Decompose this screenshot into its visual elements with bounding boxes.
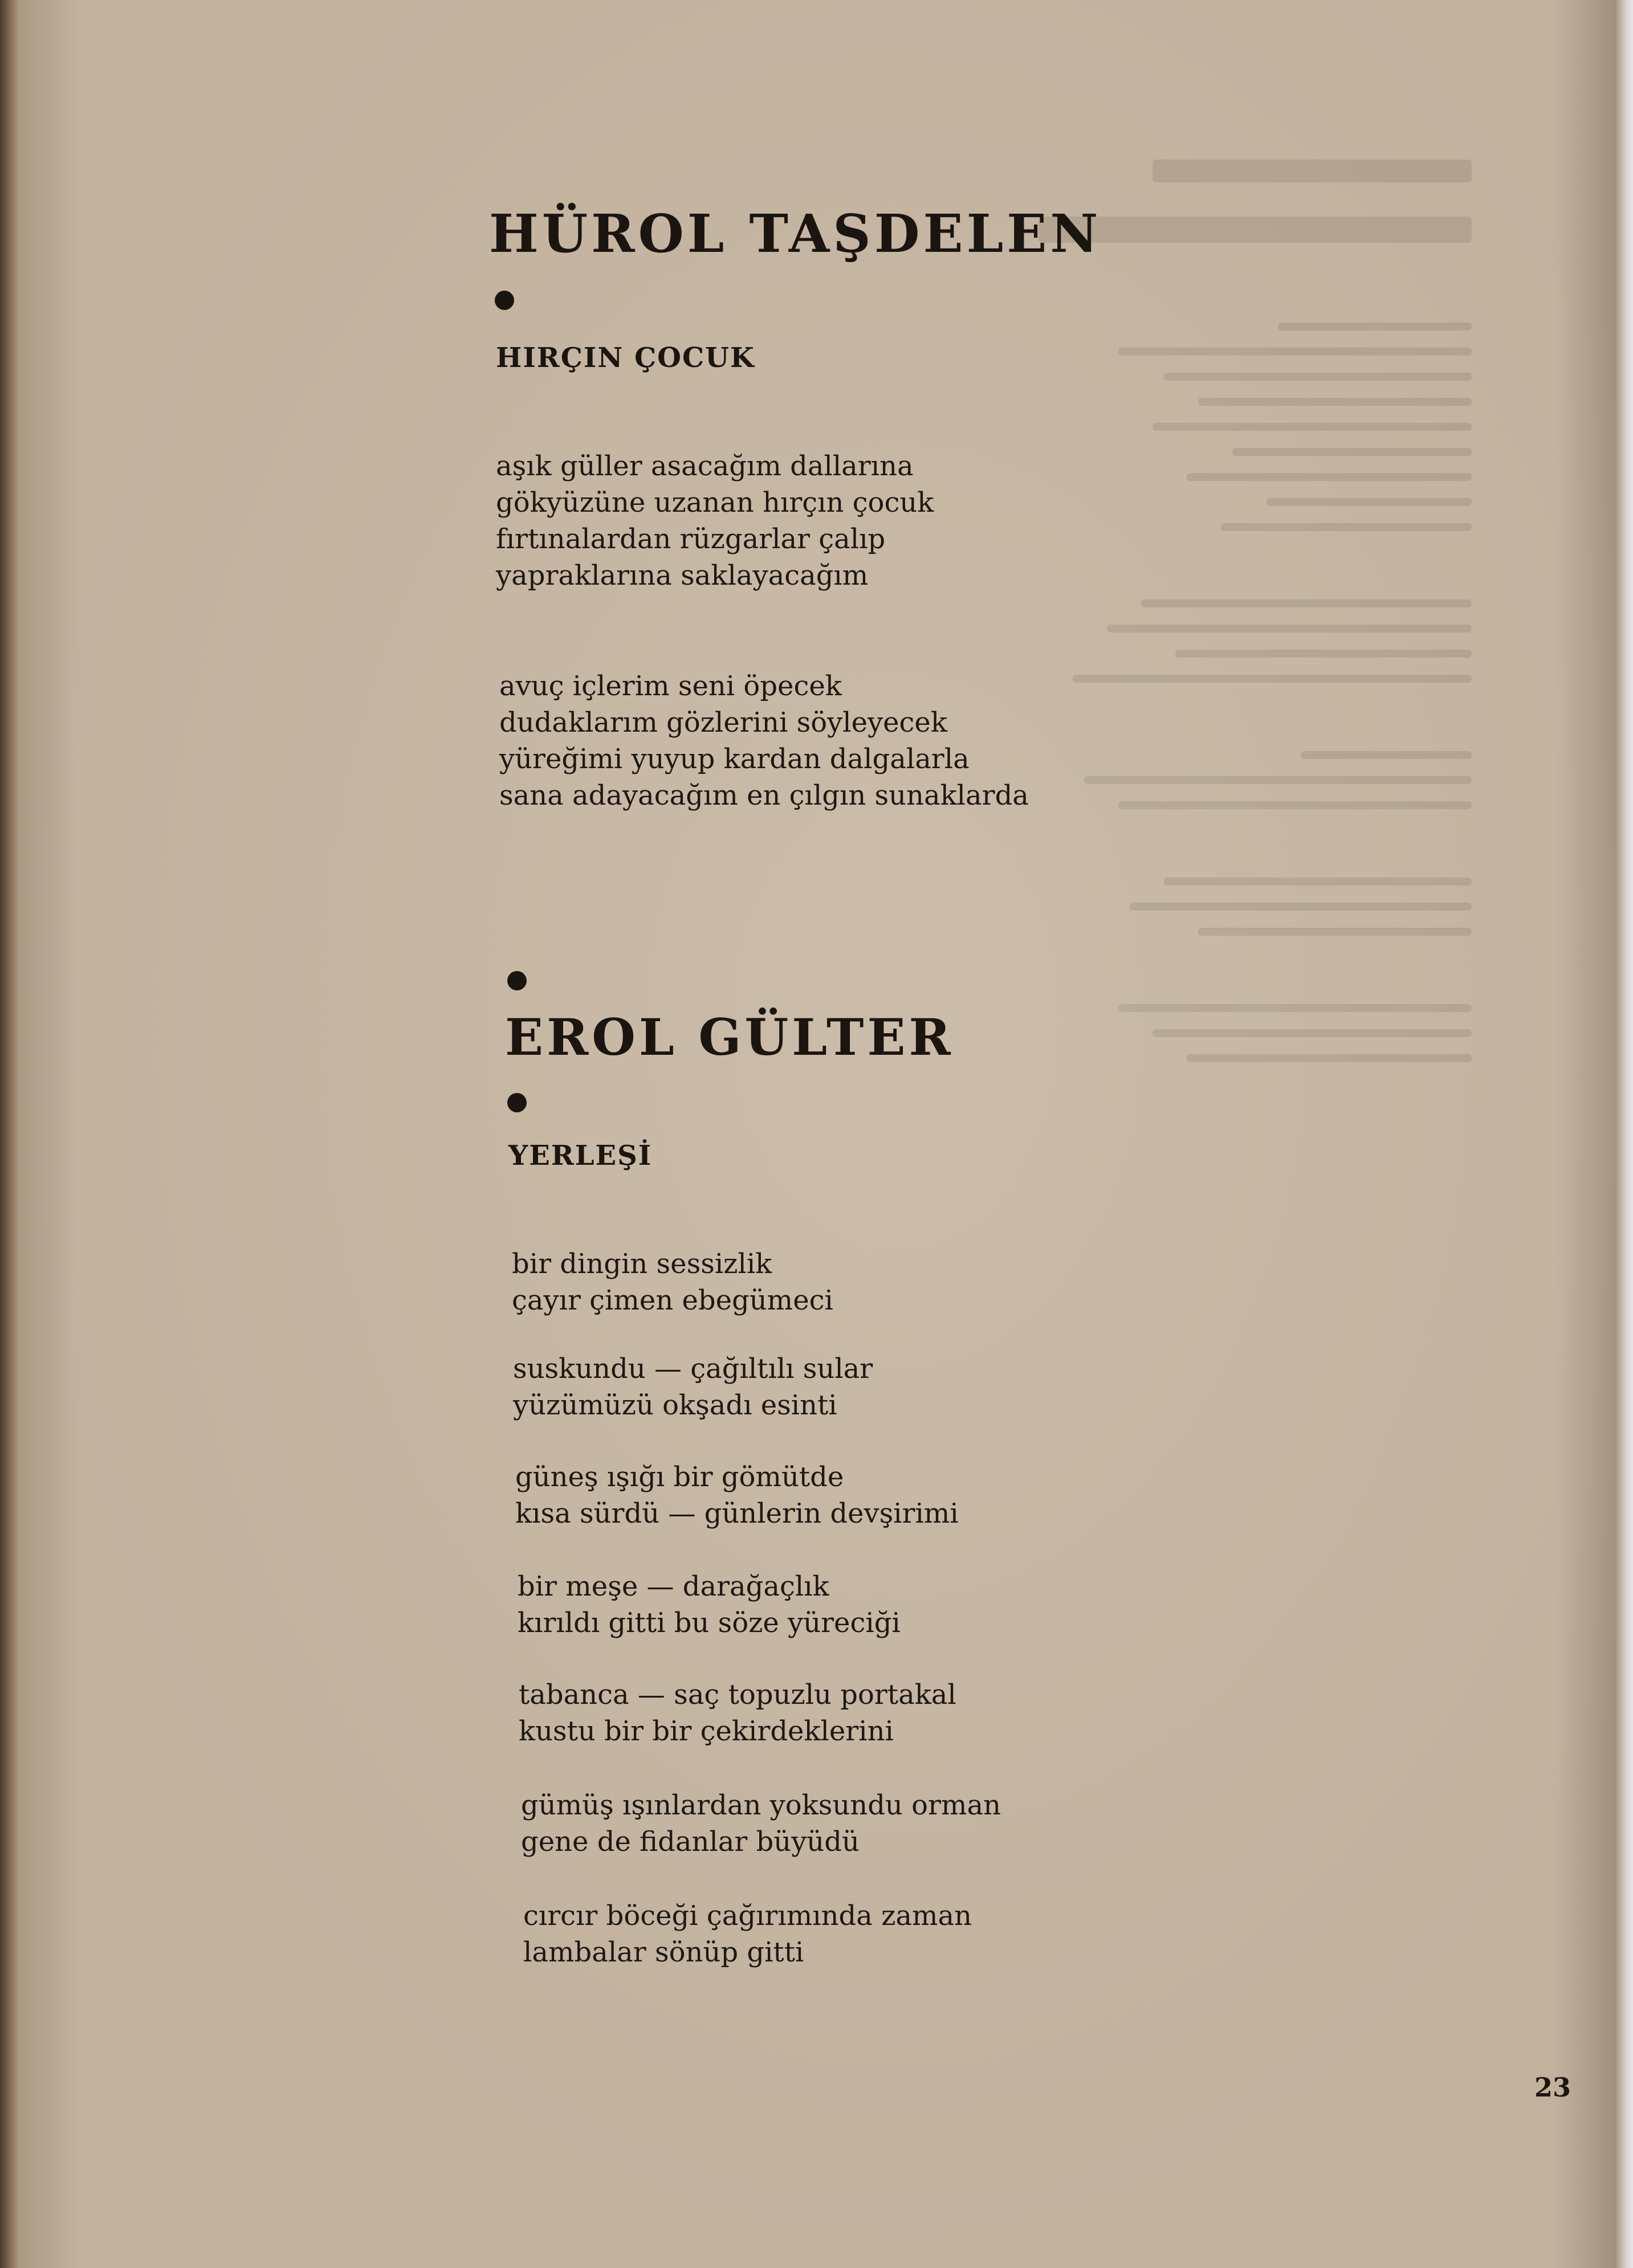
page-left-edge <box>0 0 19 2268</box>
poem-line: gene de fidanlar büyüdü <box>521 1826 860 1858</box>
poem-line: lambalar sönüp gitti <box>523 1936 804 1968</box>
poem-stanza <box>512 1246 833 1319</box>
poem-stanza <box>499 668 1029 814</box>
poem-line: gümüş ışınlardan yoksundu orman <box>521 1789 1001 1821</box>
poem-title: YERLEŞİ <box>508 1140 653 1172</box>
poem-line: kustu bir bir çekirdeklerini <box>519 1715 894 1747</box>
poem-line: gökyüzüne uzanan hırçın çocuk <box>496 487 934 519</box>
poem-line: dudaklarım gözlerini söyleyecek <box>499 707 947 739</box>
poem-line: bir meşe — darağaçlık <box>518 1571 829 1602</box>
poem-line: kırıldı gitti bu söze yüreciği <box>518 1607 901 1639</box>
poem-stanza <box>519 1676 956 1749</box>
poem-line: sana adayacağım en çılgın sunaklarda <box>499 780 1029 811</box>
poem-stanza <box>521 1787 1001 1860</box>
bleed-through-text <box>902 160 1472 1755</box>
poem-line: tabanca — saç topuzlu portakal <box>519 1679 956 1711</box>
poem-line: cırcır böceği çağırımında zaman <box>523 1900 972 1932</box>
poem-line: yüzümüzü okşadı esinti <box>513 1389 837 1421</box>
poem-stanza <box>496 448 934 594</box>
poem-line: fırtınalardan rüzgarlar çalıp <box>496 523 886 555</box>
poem-line: yapraklarına saklayacağım <box>496 560 869 592</box>
author-name: HÜROL TAŞDELEN <box>489 203 1102 264</box>
poem-line: suskundu — çağıltılı sular <box>513 1353 873 1385</box>
poem-stanza <box>518 1568 901 1641</box>
poem-line: çayır çimen ebegümeci <box>512 1284 833 1316</box>
poem-line: avuç içlerim seni öpecek <box>499 670 842 702</box>
poem-line: bir dingin sessizlik <box>512 1248 772 1280</box>
bullet-dot <box>507 971 527 990</box>
poem-stanza <box>515 1459 959 1532</box>
poem-stanza <box>523 1898 972 1971</box>
poem-line: yüreğimi yuyup kardan dalgalarla <box>499 743 970 775</box>
poem-stanza <box>513 1351 873 1423</box>
bullet-dot <box>495 291 514 310</box>
poem-line: kısa sürdü — günlerin devşirimi <box>515 1498 959 1529</box>
poem-title: HIRÇIN ÇOCUK <box>496 342 755 374</box>
page-right-edge <box>1616 0 1633 2268</box>
page-number: 23 <box>1534 2072 1571 2103</box>
poem-line: aşık güller asacağım dallarına <box>496 450 914 482</box>
author-name: EROL GÜLTER <box>505 1007 954 1067</box>
poem-line: güneş ışığı bir gömütde <box>515 1461 844 1493</box>
bullet-dot <box>507 1093 527 1112</box>
